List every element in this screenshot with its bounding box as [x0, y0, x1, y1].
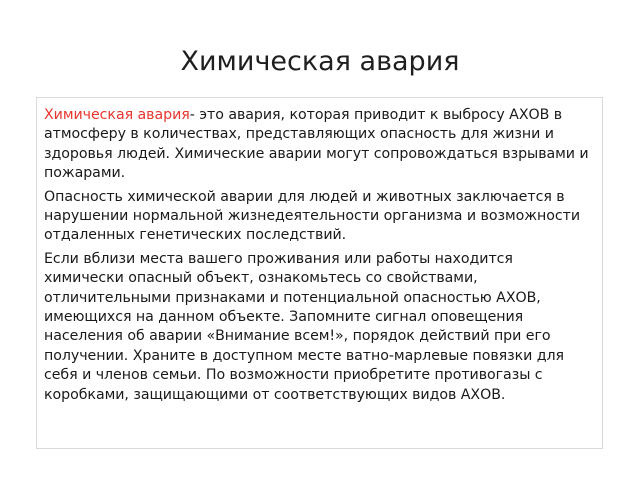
term-highlight: Химическая авария: [44, 107, 190, 123]
content-box: [36, 97, 603, 449]
paragraph-instructions: Если вблизи места вашего проживания или работы находится химически опасный объект, ознакомьтесь со свойствами, отличительными признаками и потенциальной опасностью АХОВ, имеющихся на данном объекте. Запомните сигнал оповещения населения об аварии «Внимание всем!», порядок действий при его получении. Храните в доступном месте ватно-марлевые повязки для себя и членов семьи. По возможности приобретите противогазы с коробками, защищающими от соответствующих видов АХОВ.: [44, 250, 565, 403]
paragraph-definition: [44, 106, 596, 184]
paragraph-danger: Опасность химической аварии для людей и животных заключается в нарушении нормальной жизнедеятельности организма и возможности отдаленных генетических последствий.: [44, 188, 580, 244]
definition-text: - это авария, которая приводит к выбросу АХОВ в атмосферу в количествах, представляющих опасность для жизни и здоровья людей. Химические аварии могут сопровождаться взрывами и пожарами.: [44, 107, 589, 182]
slide-title: Химическая авария: [180, 46, 460, 77]
